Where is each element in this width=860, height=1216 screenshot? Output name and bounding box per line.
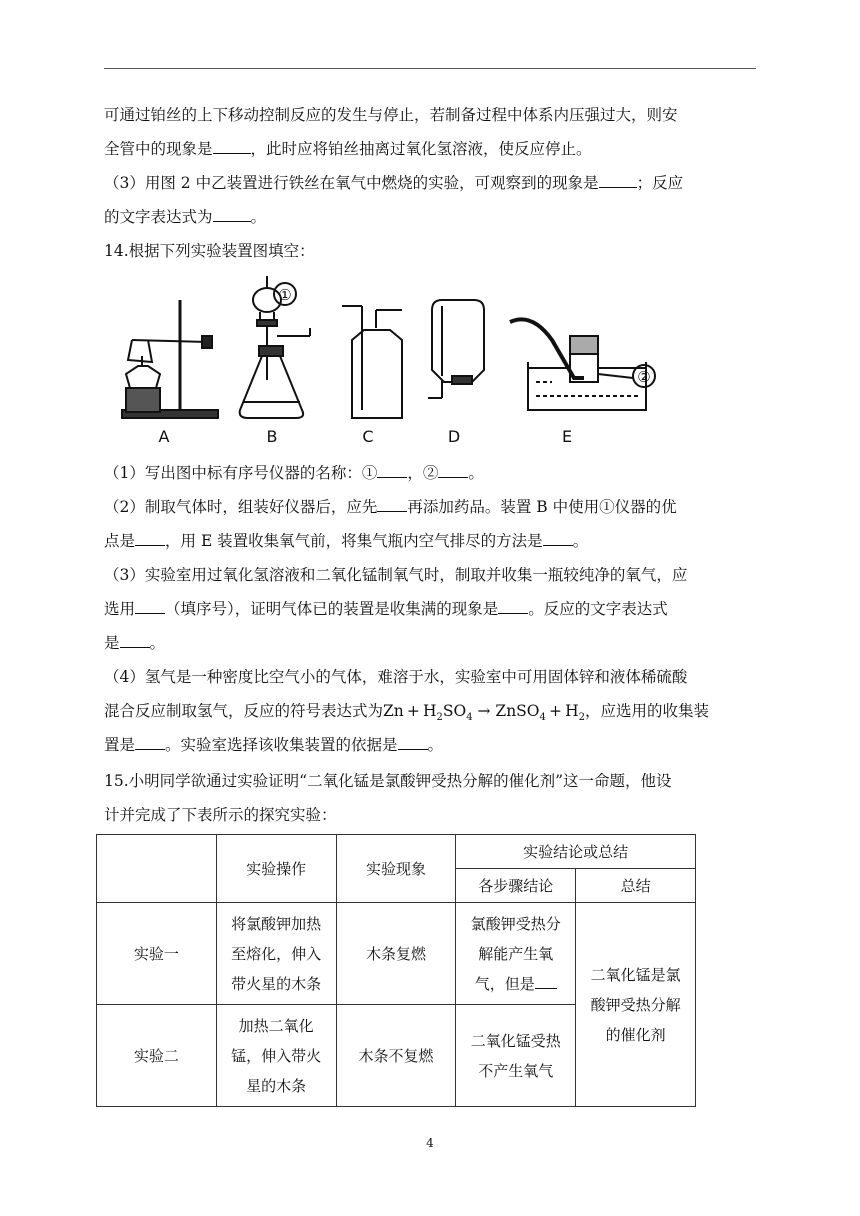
answer-blank[interactable] bbox=[135, 531, 165, 546]
figure-label-d: D bbox=[447, 427, 461, 446]
answer-blank[interactable] bbox=[213, 139, 251, 154]
answer-blank[interactable] bbox=[135, 735, 165, 750]
row-1-step-conclusion: 氯酸钾受热分 解能产生氧 气，但是 bbox=[456, 903, 576, 1005]
question-15-title: 15.小明同学欲通过实验证明“二氧化锰是氯酸钾受热分解的催化剂”这一命题，他设 bbox=[104, 772, 672, 790]
header-rule bbox=[104, 68, 756, 69]
answer-blank[interactable] bbox=[535, 974, 557, 989]
text-line: （1）写出图中标有序号仪器的名称：① ，② 。 bbox=[104, 464, 484, 482]
row-1-name: 实验一 bbox=[97, 903, 217, 1005]
answer-blank[interactable] bbox=[498, 599, 528, 614]
text-line: （2）制取气体时，组装好仪器后，应先 再添加药品。装置 B 中使用①仪器的优 bbox=[104, 498, 677, 516]
row-2-operation: 加热二氧化 锰，伸入带火 星的木条 bbox=[216, 1005, 336, 1107]
text-line: （3）实验室用过氧化氢溶液和二氧化锰制氧气时，制取并收集一瓶较纯净的氧气，应 bbox=[104, 566, 688, 584]
text-line: 是 。 bbox=[104, 634, 166, 652]
header-empty bbox=[97, 835, 217, 903]
answer-blank[interactable] bbox=[377, 463, 407, 478]
row-2-name: 实验二 bbox=[97, 1005, 217, 1107]
text-line: 置是 。实验室选择该收集装置的依据是 。 bbox=[104, 736, 444, 754]
answer-blank[interactable] bbox=[543, 531, 573, 546]
header-summary: 总结 bbox=[576, 869, 696, 903]
text-line: 选用 （填序号），证明气体已的装置是收集满的现象是 。反应的文字表达式 bbox=[104, 600, 668, 618]
answer-blank[interactable] bbox=[599, 173, 637, 188]
summary-cell: 二氧化锰是氯 酸钾受热分解 的催化剂 bbox=[576, 903, 696, 1107]
answer-blank[interactable] bbox=[438, 463, 468, 478]
marker-2: ② bbox=[637, 368, 651, 386]
text-line: 全管中的现象是 ，此时应将铂丝抽离过氧化氢溶液，使反应停止。 bbox=[104, 140, 592, 158]
apparatus-d bbox=[428, 300, 484, 398]
text-line: 点是 ，用 E 装置收集氧气前，将集气瓶内空气排尽的方法是 。 bbox=[104, 532, 589, 550]
row-2-step-conclusion: 二氧化锰受热 不产生氧气 bbox=[456, 1005, 576, 1107]
row-1-operation: 将氯酸钾加热 至熔化，伸入 带火星的木条 bbox=[216, 903, 336, 1005]
header-conclusion: 实验结论或总结 bbox=[456, 835, 696, 869]
figure-label-e: E bbox=[561, 427, 573, 446]
text-line: （4）氢气是一种密度比空气小的气体，难溶于水，实验室中可用固体锌和液体稀硫酸 bbox=[104, 668, 688, 686]
apparatus-figure bbox=[112, 270, 672, 448]
question-14-title: 14.根据下列实验装置图填空： bbox=[104, 242, 315, 260]
header-step-conclusion: 各步骤结论 bbox=[456, 869, 576, 903]
text-line: 计并完成了下表所示的探究实验： bbox=[104, 806, 337, 824]
page-number: 4 bbox=[426, 1136, 434, 1150]
row-2-phenomenon: 木条不复燃 bbox=[336, 1005, 456, 1107]
answer-blank[interactable] bbox=[398, 735, 428, 750]
figure-label-a: A bbox=[158, 427, 170, 446]
figure-label-c: C bbox=[362, 427, 374, 446]
answer-blank[interactable] bbox=[377, 497, 407, 512]
apparatus-c bbox=[342, 306, 402, 418]
answer-blank[interactable] bbox=[120, 633, 150, 648]
row-1-phenomenon: 木条复燃 bbox=[336, 903, 456, 1005]
text-line: 混合反应制取氢气，反应的符号表达式为$Zn + H_2SO_4$ → ZnSO$_4$ + $H_2$，应选用的收集装 bbox=[104, 702, 709, 724]
header-operation: 实验操作 bbox=[216, 835, 336, 903]
apparatus-e bbox=[510, 319, 655, 410]
figure-label-b: B bbox=[266, 427, 278, 446]
header-phenomenon: 实验现象 bbox=[336, 835, 456, 903]
marker-1: ① bbox=[278, 286, 292, 304]
apparatus-b bbox=[240, 276, 310, 418]
apparatus-a bbox=[122, 300, 218, 418]
text-line: 可通过铂丝的上下移动控制反应的发生与停止，若制备过程中体系内压强过大，则安 bbox=[104, 106, 678, 124]
chemical-equation: $Zn + H_2SO_4$ → ZnSO$_4$ + $H_2$ bbox=[383, 702, 585, 724]
experiment-table bbox=[96, 834, 696, 1107]
text-line: 的文字表达式为 。 bbox=[104, 208, 267, 226]
answer-blank[interactable] bbox=[213, 207, 251, 222]
answer-blank[interactable] bbox=[135, 599, 165, 614]
text-line: （3）用图 2 中乙装置进行铁丝在氧气中燃烧的实验，可观察到的现象是 ；反应 bbox=[104, 174, 684, 192]
